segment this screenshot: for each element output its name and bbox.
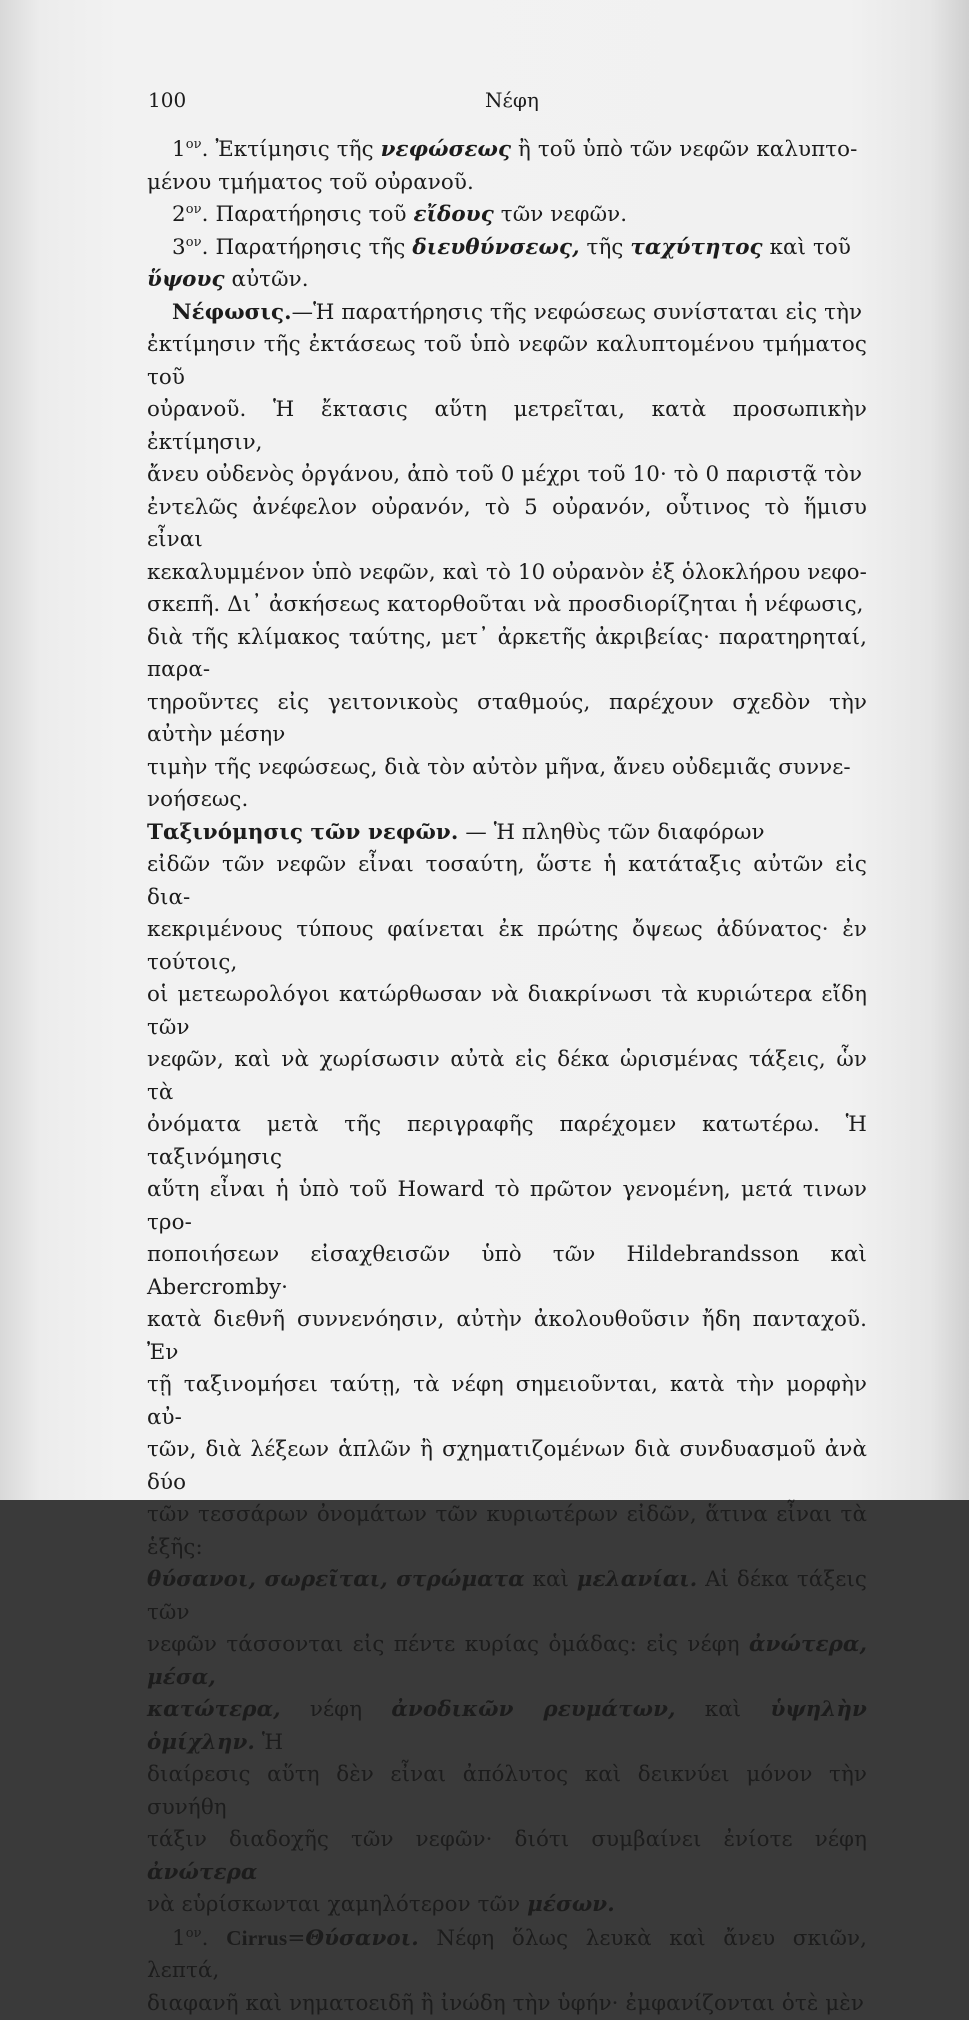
text-run: — Ἡ πληθὺς τῶν διαφόρων bbox=[458, 820, 764, 845]
text-run: . Ἐκτίμησις τῆς bbox=[202, 137, 381, 162]
emphasis-term: ὑψηλὴν ὁμίχλην. bbox=[147, 1697, 867, 1755]
text-line: οἱ μετεωρολόγοι κατώρθωσαν νὰ διακρίνωσι τὰ κυριώτερα εἴδη τῶν bbox=[147, 982, 867, 1040]
text-run: . bbox=[202, 1926, 226, 1951]
list-item-1-estimation bbox=[147, 134, 867, 199]
text-run: —Ἡ παρατήρησις τῆς νεφώσεως συνίσταται εἰς τὴν bbox=[292, 300, 862, 325]
text-line: κατὰ διεθνῆ συννενόησιν, αὐτὴν ἀκολουθοῦσιν ἤδη πανταχοῦ. Ἐν bbox=[147, 1307, 867, 1365]
text-run: ἢ τοῦ ὑπὸ τῶν νεφῶν καλυπτο- bbox=[511, 137, 857, 162]
list-number: 1 bbox=[172, 137, 186, 162]
paragraph-nefosis bbox=[147, 297, 867, 817]
text-line: ἐκτίμησιν τῆς ἐκτάσεως τοῦ ὑπὸ νεφῶν καλυπτομένου τμήματος τοῦ bbox=[147, 332, 867, 390]
emphasis-term: εἴδους bbox=[414, 202, 494, 227]
section-heading-nefosis: Νέφωσις. bbox=[172, 300, 292, 325]
text-line: ἐντελῶς ἀνέφελον οὐρανόν, τὸ 5 οὐρανόν, οὗτινος τὸ ἥμισυ εἶναι bbox=[147, 495, 867, 553]
cirrus-term: Cirrus bbox=[226, 1926, 287, 1950]
text-line: ὀνόματα μετὰ τῆς περιγραφῆς παρέχομεν κατωτέρω. Ἡ ταξινόμησις bbox=[147, 1112, 867, 1170]
emphasis-term: θύσανοι, σωρεῖται, στρώματα bbox=[147, 1567, 525, 1592]
running-head: Νέφη bbox=[485, 88, 539, 112]
text-line: εἰδῶν τῶν νεφῶν εἶναι τοσαύτη, ὥστε ἡ κατάταξις αὐτῶν εἰς δια- bbox=[147, 852, 867, 910]
text-line: διαίρεσις αὕτη δὲν εἶναι ἀπόλυτος καὶ δεικνύει μόνον τὴν συνήθη bbox=[147, 1762, 867, 1820]
text-run: = bbox=[287, 1926, 305, 1951]
emphasis-term: διευθύνσεως, bbox=[412, 235, 579, 260]
emphasis-term: Θύσανοι. bbox=[305, 1926, 418, 1951]
text-line: τῶν τεσσάρων ὀνομάτων τῶν κυριωτέρων εἰδῶν, ἅτινα εἶναι τὰ ἑξῆς: bbox=[147, 1502, 867, 1560]
list-number: 1 bbox=[172, 1926, 186, 1951]
text-run: . Παρατήρησις τοῦ bbox=[202, 202, 414, 227]
text-line: νοήσεως. bbox=[147, 787, 248, 812]
page-number: 100 bbox=[148, 88, 186, 112]
emphasis-term: ταχύτητος bbox=[630, 235, 762, 260]
text-line: τῶν, διὰ λέξεων ἁπλῶν ἢ σχηματιζομένων διὰ συνδυασμοῦ ἀνὰ δύο bbox=[147, 1437, 867, 1495]
text-line: τιμὴν τῆς νεφώσεως, διὰ τὸν αὐτὸν μῆνα, ἄνευ οὐδεμιᾶς συννε- bbox=[147, 755, 851, 780]
text-line: αὕτη εἶναι ἡ ὑπὸ τοῦ Howard τὸ πρῶτον γενομένη, μετά τινων τρο- bbox=[147, 1177, 867, 1235]
text-run: τάξιν διαδοχῆς τῶν νεφῶν· διότι συμβαίνει ἐνίοτε νέφη bbox=[147, 1827, 867, 1852]
emphasis-term: μελανίαι. bbox=[577, 1567, 697, 1592]
text-line: κεκριμένους τύπους φαίνεται ἐκ πρώτης ὄψεως ἀδύνατος· ἐν τούτοις, bbox=[147, 917, 867, 975]
text-run: καὶ bbox=[525, 1567, 577, 1592]
text-run: νέφη bbox=[281, 1697, 392, 1722]
text-line: ἄνευ οὐδενὸς ὀργάνου, ἀπὸ τοῦ 0 μέχρι τοῦ 10· τὸ 0 παριστᾷ τὸν bbox=[147, 462, 862, 487]
text-run: νεφῶν τάσσονται εἰς πέντε κυρίας ὁμάδας: εἰς νέφη bbox=[147, 1632, 749, 1657]
text-line: σκεπῆ. Δι᾽ ἀσκήσεως κατορθοῦται νὰ προσδιορίζηται ἡ νέφωσις, bbox=[147, 592, 864, 617]
text-run: καὶ bbox=[676, 1697, 771, 1722]
text-run: Αἱ δέκα τάξεις τῶν bbox=[147, 1567, 867, 1625]
text-line: νεφῶν, καὶ νὰ χωρίσωσιν αὐτὰ εἰς δέκα ὡρισμένας τάξεις, ὧν τὰ bbox=[147, 1047, 867, 1105]
emphasis-term: ἀνοδικῶν ρευμάτων, bbox=[391, 1697, 675, 1722]
emphasis-term: ἀνώτερα bbox=[147, 1860, 257, 1885]
text-run: μένου τμήματος τοῦ οὐρανοῦ. bbox=[147, 170, 474, 195]
emphasis-term: ὕψους bbox=[147, 267, 225, 292]
text-run: τῆς bbox=[580, 235, 631, 260]
text-line: κεκαλυμμένον ὑπὸ νεφῶν, καὶ τὸ 10 οὐρανὸν ἐξ ὁλοκλήρου νεφο- bbox=[147, 560, 867, 585]
text-run: αὐτῶν. bbox=[225, 267, 309, 292]
body-text bbox=[147, 134, 867, 2020]
list-number: 2 bbox=[172, 202, 186, 227]
text-run: τῶν νεφῶν. bbox=[494, 202, 627, 227]
list-item-2-type bbox=[147, 199, 867, 232]
text-run: Ἡ bbox=[255, 1730, 283, 1755]
ordinal-suffix: ον bbox=[186, 1925, 202, 1940]
emphasis-term: κατώτερα, bbox=[147, 1697, 281, 1722]
text-run: Νέφη ὅλως λευκὰ καὶ ἄνευ σκιῶν, λεπτά, bbox=[147, 1926, 867, 1984]
emphasis-term: μέσων. bbox=[527, 1892, 615, 1917]
paragraph-classification bbox=[147, 817, 867, 1922]
list-item-3-direction bbox=[147, 232, 867, 297]
text-line: διὰ τῆς κλίμακος ταύτης, μετ᾽ ἀρκετῆς ἀκριβείας· παρατηρηταί, παρα- bbox=[147, 625, 867, 683]
list-item-cirrus bbox=[147, 1922, 867, 2020]
ordinal-suffix: ον bbox=[186, 202, 202, 217]
list-number: 3 bbox=[172, 235, 186, 260]
emphasis-term: νεφώσεως bbox=[381, 137, 512, 162]
text-line: οὐρανοῦ. Ἡ ἔκτασις αὕτη μετρεῖται, κατὰ προσωπικὴν ἐκτίμησιν, bbox=[147, 397, 867, 455]
text-line: τηροῦντες εἰς γειτονικοὺς σταθμούς, παρέχουν σχεδὸν τὴν αὐτὴν μέσην bbox=[147, 690, 867, 748]
ordinal-suffix: ον bbox=[186, 137, 202, 152]
ordinal-suffix: ον bbox=[186, 234, 202, 249]
emphasis-term: ἀνώτερα, μέσα, bbox=[147, 1632, 867, 1690]
text-run: . Παρατήρησις τῆς bbox=[202, 235, 413, 260]
text-line: διαφανῆ καὶ νηματοειδῆ ἢ ἰνώδη τὴν ὑφήν· ἐμφανίζονται ὁτὲ μὲν bbox=[147, 1991, 864, 2016]
text-line: ποποιήσεων εἰσαχθεισῶν ὑπὸ τῶν Hildebrandsson καὶ Abercromby· bbox=[147, 1242, 867, 1300]
text-run: καὶ τοῦ bbox=[763, 235, 851, 260]
text-run: νὰ εὑρίσκωνται χαμηλότερον τῶν bbox=[147, 1892, 527, 1917]
section-heading-classification: Ταξινόμησις τῶν νεφῶν. bbox=[147, 820, 458, 845]
text-line: τῇ ταξινομήσει ταύτῃ, τὰ νέφη σημειοῦνται, κατὰ τὴν μορφὴν αὐ- bbox=[147, 1372, 867, 1430]
page-header bbox=[148, 88, 788, 118]
